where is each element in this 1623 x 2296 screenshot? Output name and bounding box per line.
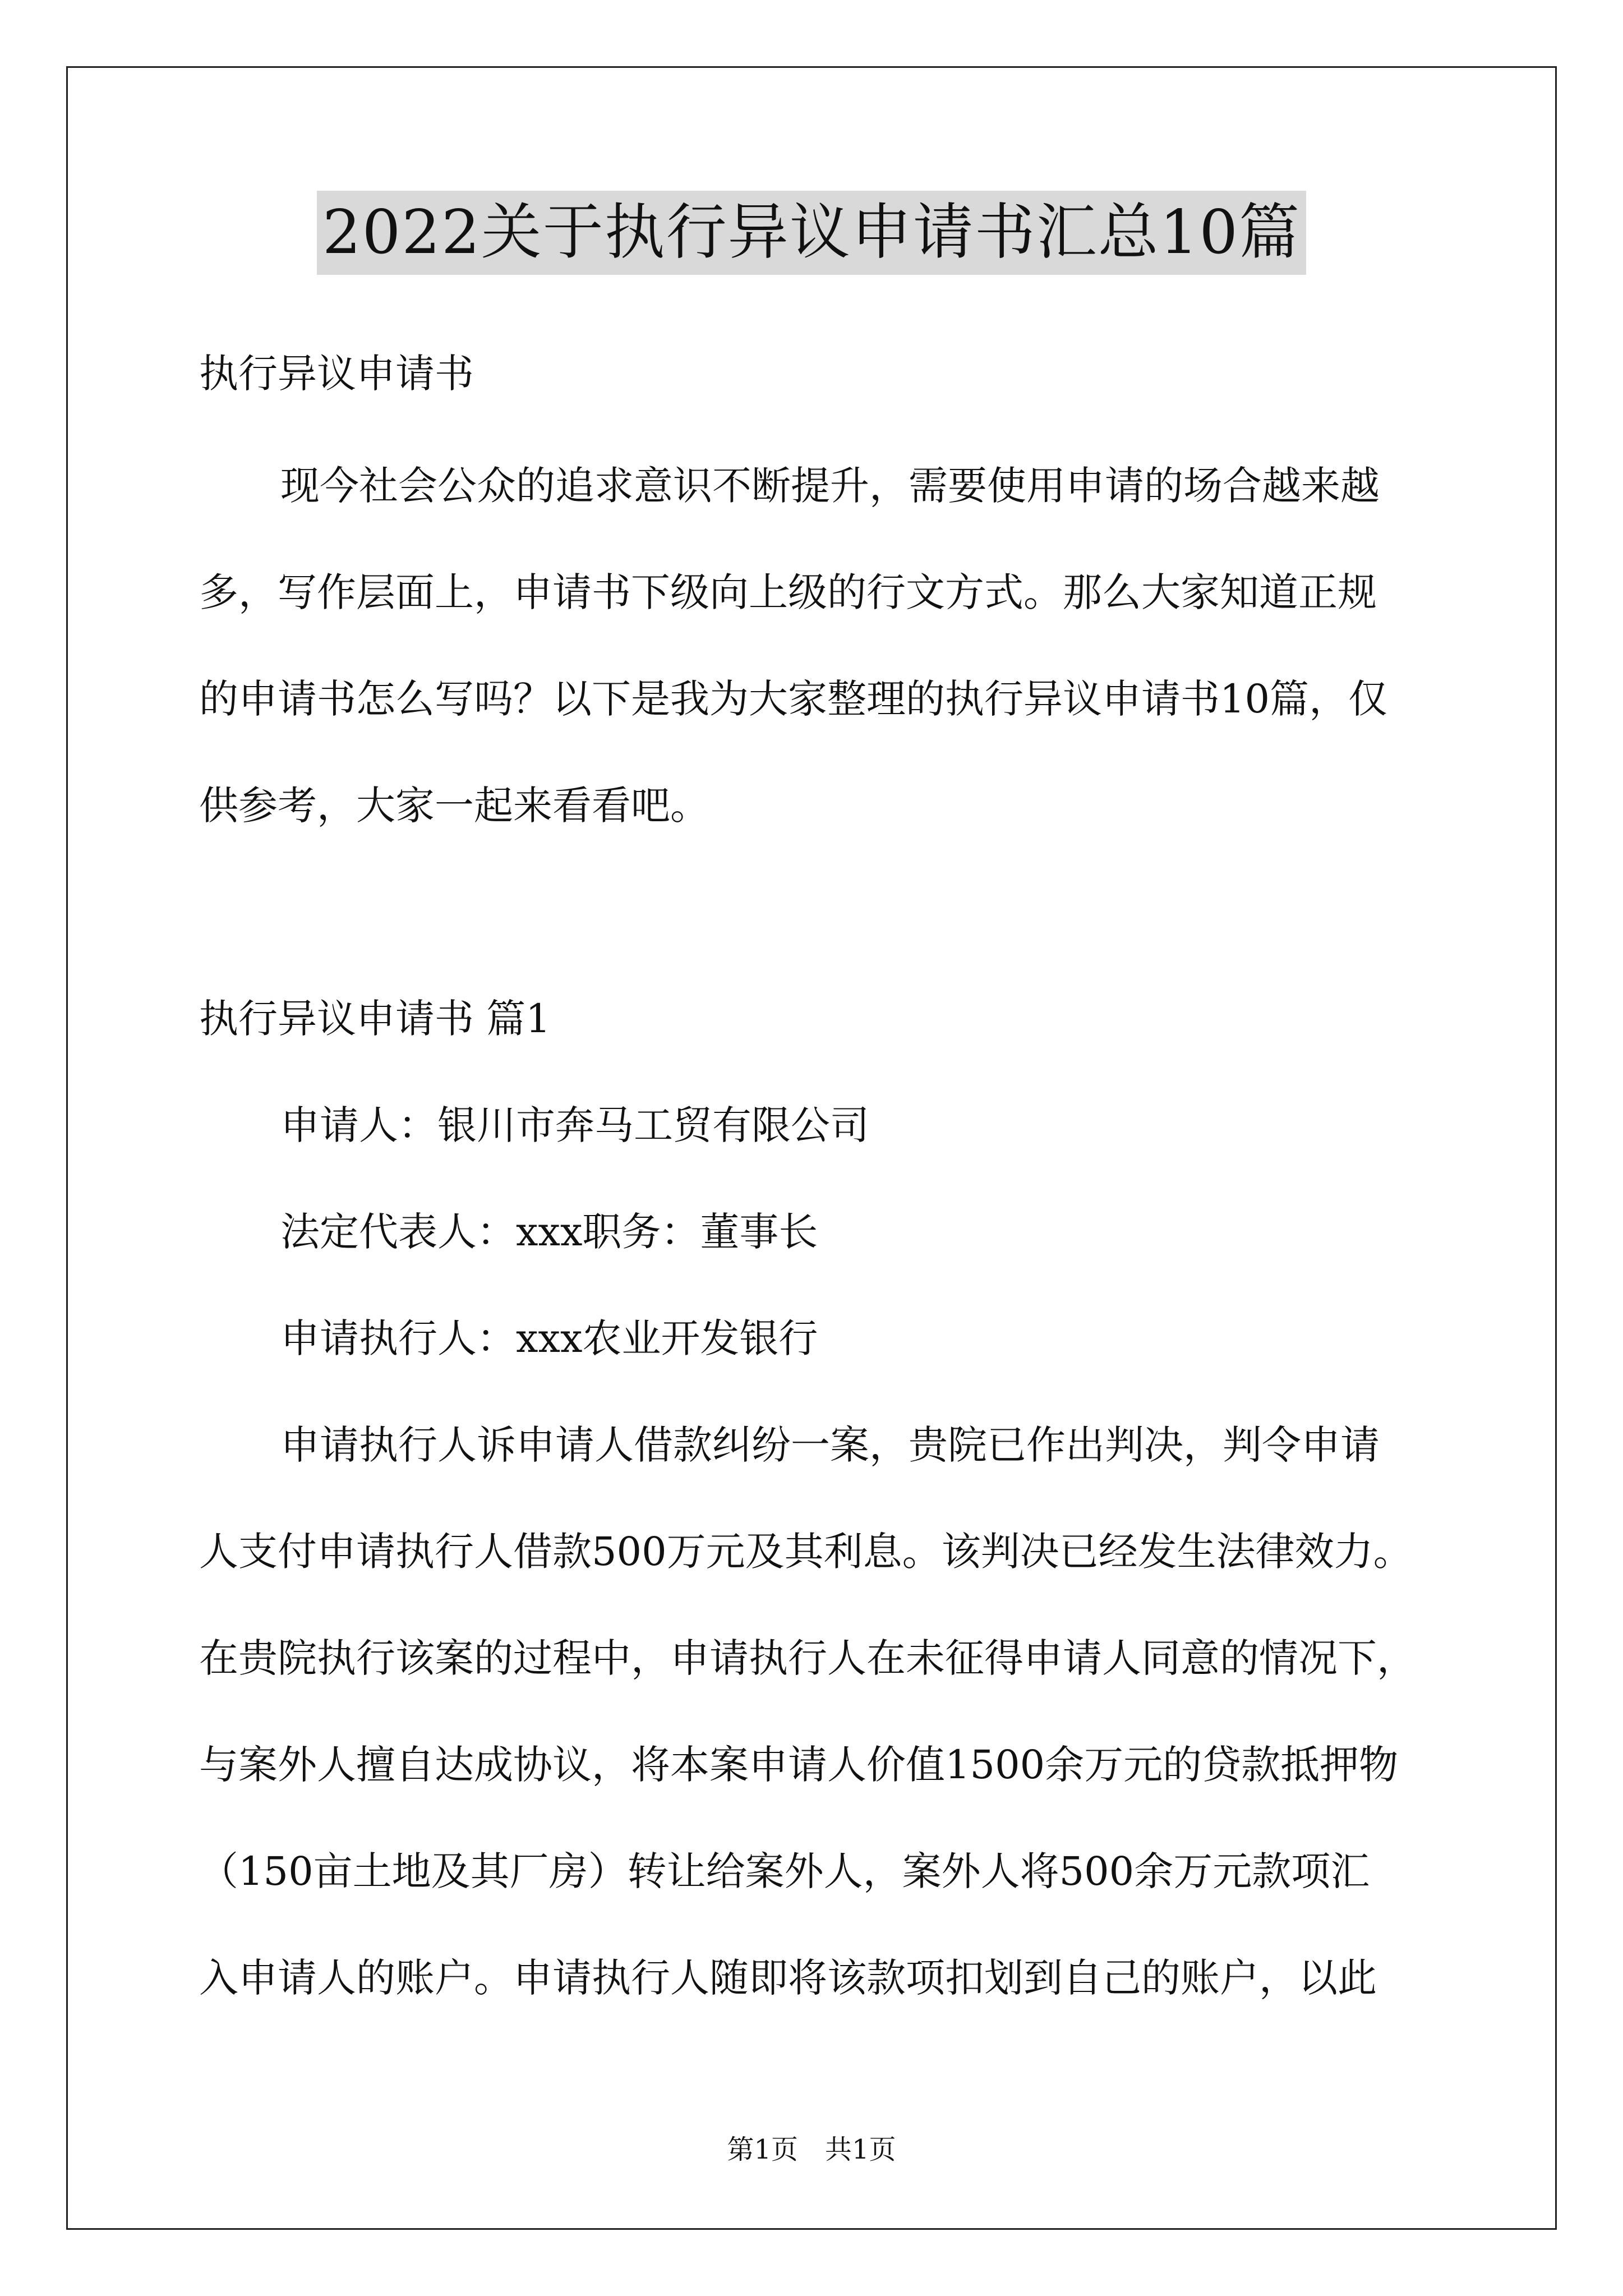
title-container — [0, 191, 1623, 275]
paragraph-line: 供参考，大家一起来看看吧。 — [199, 783, 709, 829]
paragraph-line: 人支付申请执行人借款500万元及其利息。该判决已经发生法律效力。 — [199, 1529, 1413, 1575]
legal-representative-line: 法定代表人：xxx职务：董事长 — [280, 1209, 818, 1255]
paragraph-line: 申请执行人诉申请人借款纠纷一案，贵院已作出判决，判令申请 — [280, 1422, 1380, 1468]
paragraph-line: 在贵院执行该案的过程中，申请执行人在未征得申请人同意的情况下， — [199, 1635, 1416, 1681]
applicant-line: 申请人：银川市奔马工贸有限公司 — [280, 1102, 869, 1148]
section-heading: 执行异议申请书 篇1 — [199, 996, 551, 1042]
paragraph-line: 的申请书怎么写吗？以下是我为大家整理的执行异议申请书10篇，仅 — [199, 676, 1388, 722]
document-title: 2022关于执行异议申请书汇总10篇 — [317, 191, 1306, 275]
paragraph-line: 多，写作层面上，申请书下级向上级的行文方式。那么大家知道正规 — [199, 569, 1377, 615]
paragraph-line: 与案外人擅自达成协议，将本案申请人价值1500余万元的贷款抵押物 — [199, 1742, 1399, 1788]
section-heading: 执行异议申请书 — [199, 351, 474, 397]
page-footer: 第1页 共1页 — [727, 2134, 896, 2165]
paragraph-line: （150亩土地及其厂房）转让给案外人，案外人将500余万元款项汇 — [199, 1848, 1370, 1894]
paragraph-line: 入申请人的账户。申请执行人随即将该款项扣划到自己的账户，以此 — [199, 1955, 1377, 2001]
executing-applicant-line: 申请执行人：xxx农业开发银行 — [280, 1315, 818, 1361]
paragraph-line: 现今社会公众的追求意识不断提升，需要使用申请的场合越来越 — [280, 463, 1380, 509]
